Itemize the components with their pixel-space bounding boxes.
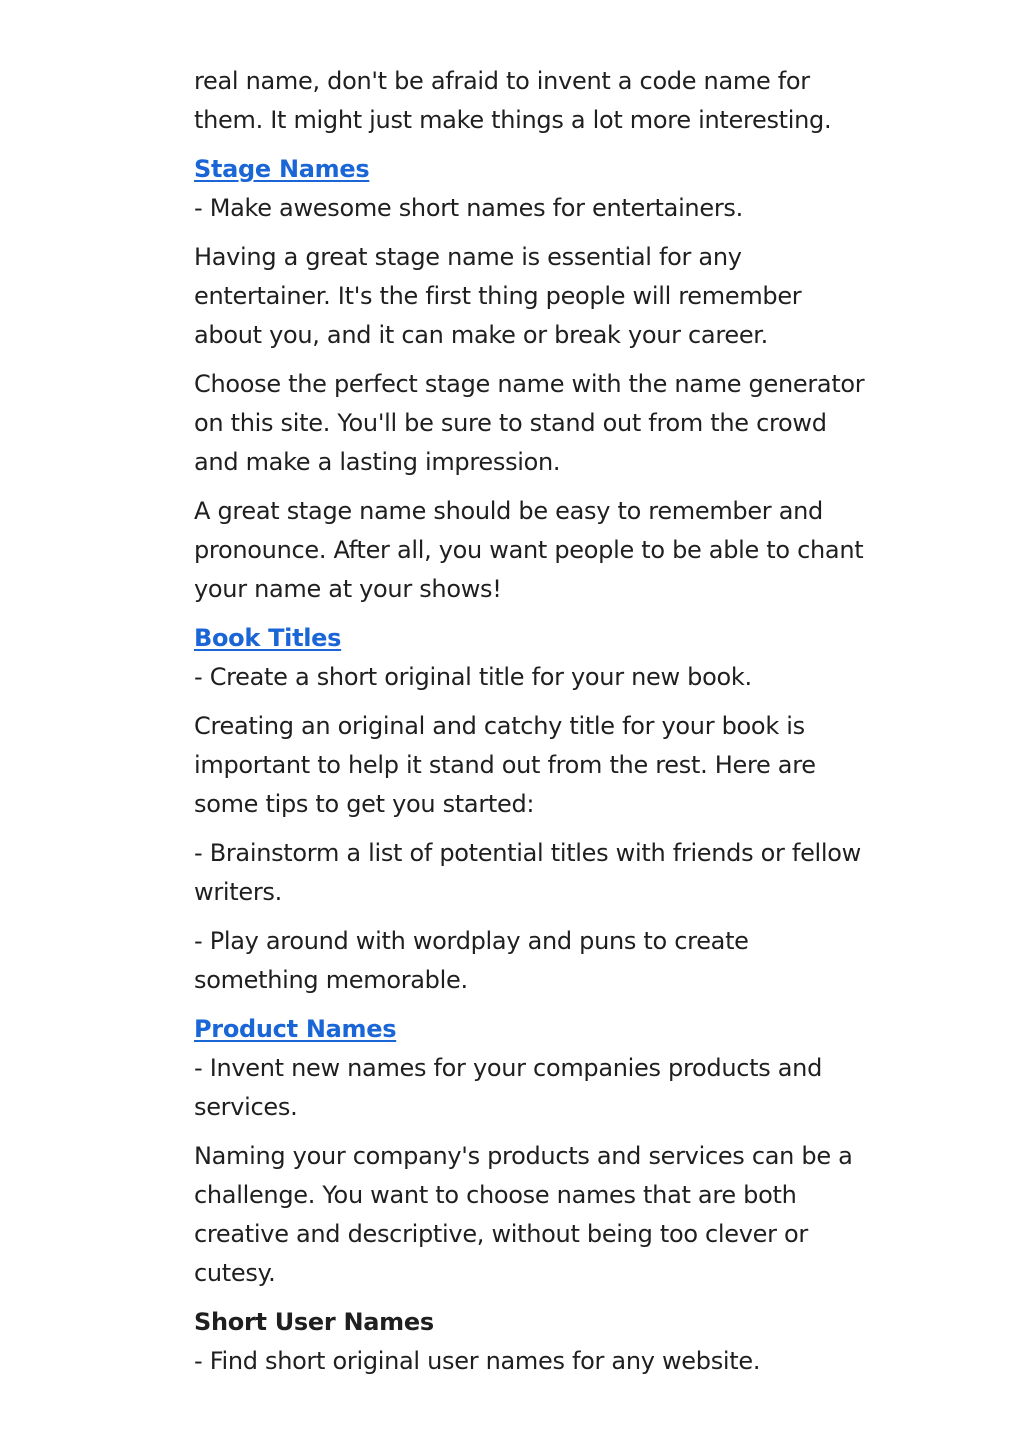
product-names-link[interactable]: Product Names: [194, 1015, 397, 1043]
stage-names-paragraph-3: A great stage name should be easy to remember and pronounce. After all, you want people to be able to chant your name at your shows!: [194, 497, 864, 603]
book-titles-link[interactable]: Book Titles: [194, 624, 342, 652]
stage-names-link[interactable]: Stage Names: [194, 155, 370, 183]
article-content: [194, 62, 866, 1391]
book-titles-tagline: - Create a short original title for your new book.: [194, 663, 752, 691]
book-titles-paragraph-1: Creating an original and catchy title for your book is important to help it stand out from the rest. Here are some tips to get you started:: [194, 712, 816, 818]
stage-names-paragraph-2: Choose the perfect stage name with the name generator on this site. You'll be sure to stand out from the crowd and make a lasting impression.: [194, 370, 865, 476]
intro-paragraph: real name, don't be afraid to invent a code name for them. It might just make things a lot more interesting.: [194, 67, 832, 134]
book-titles-paragraph-3: - Play around with wordplay and puns to create something memorable.: [194, 927, 749, 994]
stage-names-paragraph-1: Having a great stage name is essential for any entertainer. It's the first thing people will remember about you, and it can make or break your career.: [194, 243, 802, 349]
product-names-tagline: - Invent new names for your companies products and services.: [194, 1054, 823, 1121]
short-user-names-tagline: - Find short original user names for any website.: [194, 1347, 761, 1375]
book-titles-paragraph-2: - Brainstorm a list of potential titles with friends or fellow writers.: [194, 839, 861, 906]
short-user-names-heading: Short User Names: [194, 1308, 434, 1336]
stage-names-tagline: - Make awesome short names for entertainers.: [194, 194, 743, 222]
product-names-paragraph-1: Naming your company's products and services can be a challenge. You want to choose names that are both creative and descriptive, without being too clever or cutesy.: [194, 1142, 853, 1287]
